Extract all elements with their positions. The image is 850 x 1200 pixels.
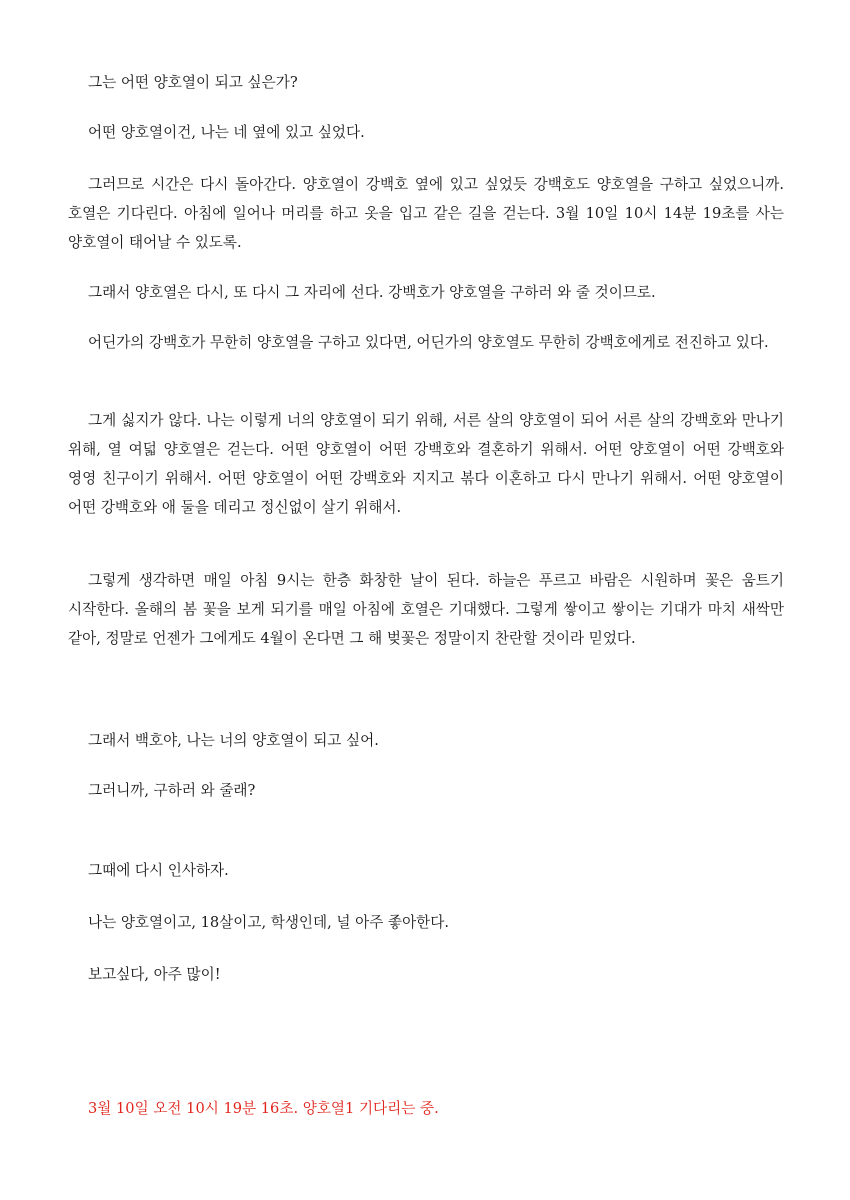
paragraph-4: 그래서 양호열은 다시, 또 다시 그 자리에 선다. 강백호가 양호열을 구하러 와 줄 것이므로.: [88, 284, 656, 301]
paragraph-12: 보고싶다, 아주 많이!: [88, 966, 221, 983]
closing-timestamp-line: 3월 10일 오전 10시 19분 16초. 양호열1 기다리는 중.: [88, 1100, 439, 1117]
paragraph-7: 그렇게 생각하면 매일 아침 9시는 한층 화창한 날이 된다. 하늘은 푸르고 바람은 시원하며 꽃은 움트기 시작한다. 올해의 봄 꽃을 보게 되기를 매일 아침에 호열은 기대했다. 그렇게 쌓이고 쌓이는 기대가 마치 새싹만 같아, 정말로 언젠가 그에게도 4월이 온다면 그 해 벚꽃은 정말이지 찬란할 것이라 믿었다.: [68, 572, 784, 647]
paragraph-3: 그러므로 시간은 다시 돌아간다. 양호열이 강백호 옆에 있고 싶었듯 강백호도 양호열을 구하고 싶었으니까. 호열은 기다린다. 아침에 일어나 머리를 하고 옷을 입고 같은 길을 걷는다. 3월 10일 10시 14분 19초를 사는 양호열이 태어날 수 있도록.: [68, 176, 784, 251]
paragraph-9: 그러니까, 구하러 와 줄래?: [88, 782, 256, 799]
paragraph-2: 어떤 양호열이건, 나는 네 옆에 있고 싶었다.: [88, 124, 365, 141]
paragraph-5: 어딘가의 강백호가 무한히 양호열을 구하고 있다면, 어딘가의 양호열도 무한히 강백호에게로 전진하고 있다.: [88, 334, 769, 351]
paragraph-10: 그때에 다시 인사하자.: [88, 862, 229, 879]
paragraph-6: 그게 싫지가 않다. 나는 이렇게 너의 양호열이 되기 위해, 서른 살의 양호열이 되어 서른 살의 강백호와 만나기 위해, 열 여덟 양호열은 걷는다. 어떤 양호열이 어떤 강백호와 결혼하기 위해서. 어떤 양호열이 어떤 강백호와 영영 친구이기 위해서. 어떤 양호열이 어떤 강백호와 지지고 볶다 이혼하고 다시 만나기 위해서. 어떤 양호열이 어떤 강백호와 애 둘을 데리고 정신없이 살기 위해서.: [68, 412, 784, 516]
paragraph-11: 나는 양호열이고, 18살이고, 학생인데, 널 아주 좋아한다.: [88, 914, 450, 931]
paragraph-8: 그래서 백호야, 나는 너의 양호열이 되고 싶어.: [88, 732, 379, 749]
paragraph-1: 그는 어떤 양호열이 되고 싶은가?: [88, 74, 298, 91]
